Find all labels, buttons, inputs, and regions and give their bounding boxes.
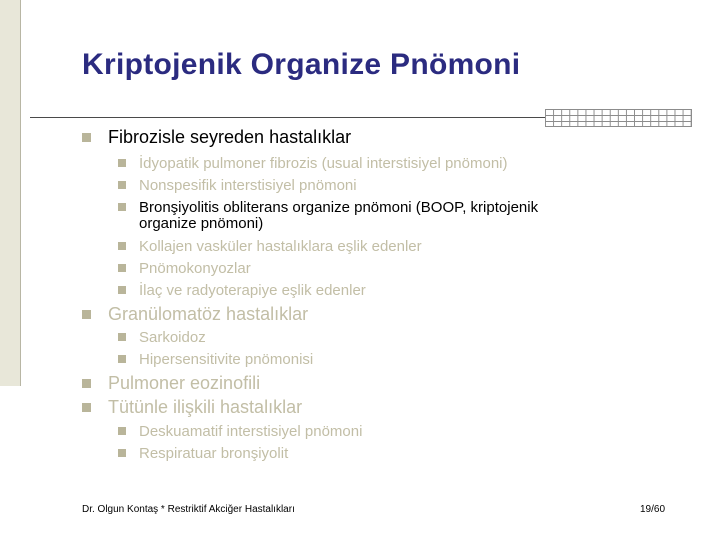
left-sidebar-band bbox=[0, 0, 20, 386]
square-bullet-icon bbox=[82, 133, 91, 142]
title-divider bbox=[30, 117, 545, 118]
square-bullet-icon bbox=[82, 310, 91, 319]
square-bullet-icon bbox=[118, 427, 126, 435]
square-bullet-icon bbox=[118, 449, 126, 457]
square-bullet-icon bbox=[82, 379, 91, 388]
square-bullet-icon bbox=[118, 355, 126, 363]
bullet-text: Respiratuar bronşiyolit bbox=[139, 445, 289, 462]
bullet-text: Deskuamatif interstisiyel pnömoni bbox=[139, 423, 363, 440]
decorative-grid bbox=[545, 109, 692, 127]
bullet-text: İdyopatik pulmoner fibrozis (usual interstisiyel pnömoni) bbox=[139, 155, 508, 172]
bullet-text: Granülomatöz hastalıklar bbox=[108, 304, 309, 324]
square-bullet-icon bbox=[82, 403, 91, 412]
bullet-text: Bronşiyolitis obliterans organize pnömoni (BOOP, kriptojenik bbox=[139, 199, 539, 216]
square-bullet-icon bbox=[118, 242, 126, 250]
slide-title: Kriptojenik Organize Pnömoni bbox=[82, 48, 521, 81]
bullet-text: Pulmoner eozinofili bbox=[108, 373, 261, 393]
bullet-text: Pnömokonyozlar bbox=[139, 260, 251, 277]
left-sidebar-edge bbox=[20, 0, 21, 386]
bullet-text: Fibrozisle seyreden hastalıklar bbox=[108, 127, 352, 147]
page-number: 19/60 bbox=[640, 504, 666, 515]
square-bullet-icon bbox=[118, 203, 126, 211]
bullet-text: Kollajen vasküler hastalıklara eşlik edenler bbox=[139, 238, 422, 255]
bullet-text: Hipersensitivite pnömonisi bbox=[139, 351, 314, 368]
square-bullet-icon bbox=[118, 333, 126, 341]
square-bullet-icon bbox=[118, 159, 126, 167]
bullet-text: Tütünle ilişkili hastalıklar bbox=[108, 397, 303, 417]
bullet-text: Sarkoidoz bbox=[139, 329, 206, 346]
footer-author: Dr. Olgun Kontaş * Restriktif Akciğer Hastalıkları bbox=[82, 504, 295, 515]
bullet-text: Nonspesifik interstisiyel pnömoni bbox=[139, 177, 357, 194]
square-bullet-icon bbox=[118, 264, 126, 272]
bullet-text: İlaç ve radyoterapiye eşlik edenler bbox=[139, 282, 366, 299]
square-bullet-icon bbox=[118, 286, 126, 294]
square-bullet-icon bbox=[118, 181, 126, 189]
bullet-text-continuation: organize pnömoni) bbox=[139, 215, 264, 232]
